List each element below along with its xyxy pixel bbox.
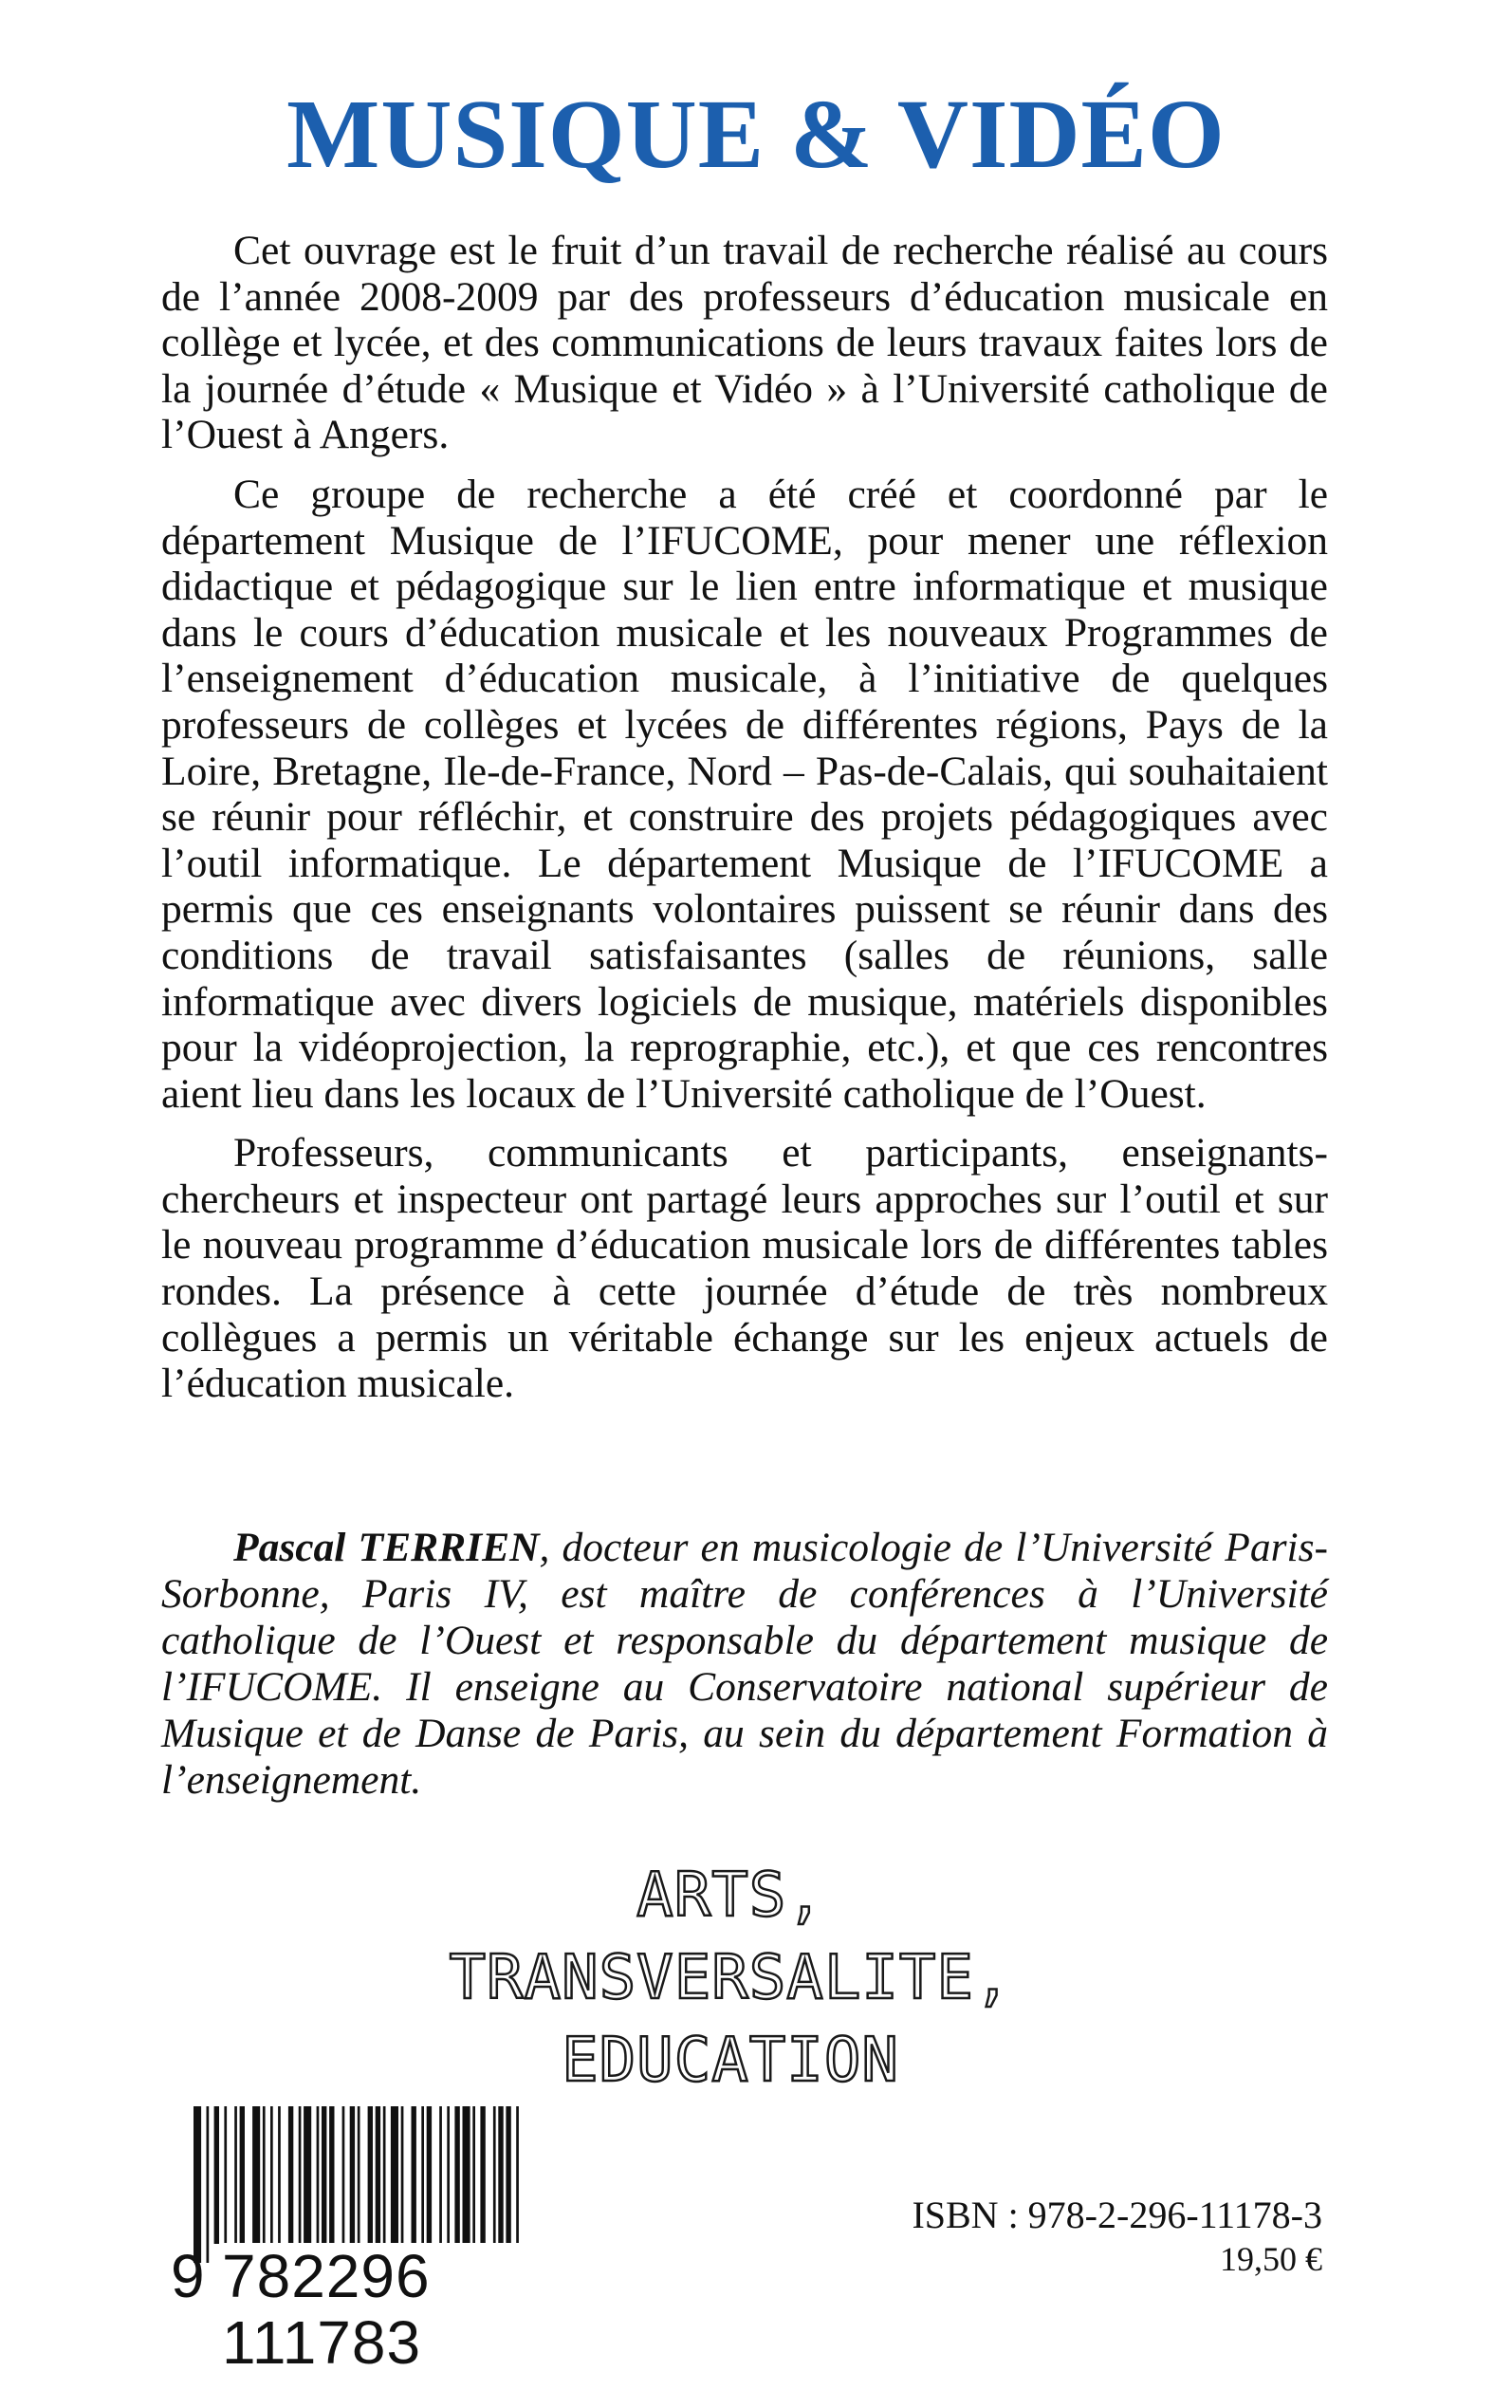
barcode-digits: 782296 111783 [220,2243,607,2376]
author-name: Pascal TERRIEN [233,1525,540,1570]
blurb-paragraph-1: Cet ouvrage est le fruit d’un travail de recherche réalisé au cours de l’année 2008-2009 par des professeurs d’éducation musicale en collège et lycée, et des communications de leurs travaux faites lors de la journée d’étude « Musique et Vidéo » à l’Université catholique de l’Ouest à Angers. [161,228,1328,458]
author-bio [161,1525,1328,1804]
book-title: MUSIQUE & VIDÉO [286,80,1226,189]
price: 19,50 € [1220,2240,1322,2278]
series-line-1: ARTS, [636,1861,824,1931]
author-bio-text: , docteur en musicologie de l’Université Paris-Sorbonne, Paris IV, est maître de conférences à l’Université catholique de l’Ouest et responsable du département musique de l’IFUCOME. Il enseigne au Conservatoire national supérieur de Musique et de Danse de Paris, au sein du département Formation à l’enseignement. [161,1525,1328,1803]
isbn: ISBN : 978-2-296-11178-3 [912,2194,1322,2236]
blurb [161,228,1328,1420]
series-line-2: TRANSVERSALITE, [449,1943,1012,2013]
series-line-3: EDUCATION [562,2026,899,2096]
series-logo [446,1855,1015,2102]
barcode [171,2106,607,2377]
blurb-paragraph-3: Professeurs, communicants et participants, enseignants-chercheurs et inspecteur ont partagé leurs approches sur l’outil et sur le nouveau programme d’éducation musicale lors de différentes tables rondes. La présence à cette journée d’étude de très nombreux collègues a permis un véritable échange sur les enjeux actuels de l’éducation musicale. [161,1130,1328,1407]
barcode-first-digit: 9 [171,2242,205,2310]
blurb-paragraph-2: Ce groupe de recherche a été créé et coordonné par le département Musique de l’IFUCOME, pour mener une réflexion didactique et pédagogique sur le lien entre informatique et musique dans le cours d’éducation musicale et les nouveaux Programmes de l’enseignement d’éducation musicale, à l’initiative de quelques professeurs de collèges et lycées de différentes régions, Pays de la Loire, Bretagne, Ile-de-France, Nord – Pas-de-Calais, qui souhaitaient se réunir pour réfléchir, et construire des projets pédagogiques avec l’outil informatique. Le département Musique de l’IFUCOME a permis que ces enseignants volontaires puissent se réunir dans des conditions de travail satisfaisantes (salles de réunions, salle informatique avec divers logiciels de musique, matériels disponibles pour la vidéoprojection, la reprographie, etc.), et que ces rencontres aient lieu dans les locaux de l’Université catholique de l’Ouest. [161,471,1328,1117]
barcode-bars [188,2106,586,2263]
